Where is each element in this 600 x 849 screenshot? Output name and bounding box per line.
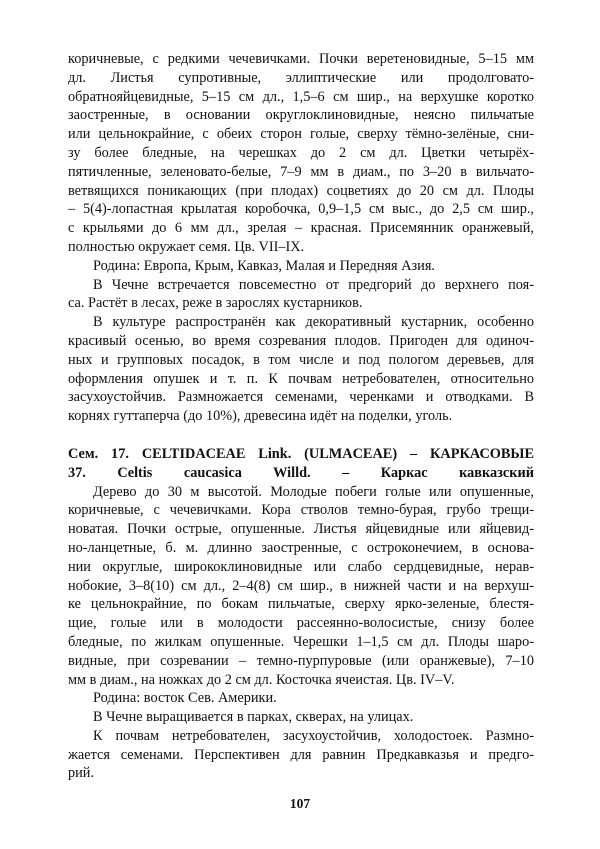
text-line: заостренные, в основании округлоклиновидные, неясно пильчатые [68,107,534,124]
text-line: бледные, по жилкам опушенные. Черешки 1–1,5 см дл. Плоды шаро- [68,633,534,650]
text-line: В Чечне выращивается в парках, скверах, на улицах. [93,709,414,726]
text-line: В культуре распространён как декоративный кустарник, особенно [93,314,534,331]
text-line: К почвам нетребователен, засухоустойчив, холодостоек. Размно- [93,727,534,744]
text-line: Дерево до 30 м высотой. Молодые побеги голые или опушенные, [93,483,534,500]
page-number: 107 [289,796,311,811]
text-line: засухоустойчив. Размножается семенами, черенками и отводками. В [68,389,534,406]
text-line: мм в диам., на ножках до 2 см дл. Косточка ячеистая. Цв. IV–V. [68,671,455,688]
text-line: ке цельнокрайние, по бокам пильчатые, сверху ярко-зеленые, блестя- [68,596,534,613]
text-line: полностью окружает семя. Цв. VII–IX. [68,238,305,255]
text-line: дл. Листья супротивные, эллиптические или продолговато- [68,69,534,86]
text-line: ветвящихся поникающих (при плодах) соцветиях до 20 см дл. Плоды [68,182,534,199]
text-line: коричневые, с чечевичками. Кора стволов темно-бурая, грубо трещи- [68,502,534,519]
family-heading: Сем. 17. CELTIDACEAE Link. (ULMACEAE) – КАРКАСОВЫЕ [68,445,534,462]
section-spacer [68,426,534,445]
text-line: красивый осенью, во время созревания плодов. Пригоден для одиноч- [68,332,534,349]
text-line: В Чечне встречается повсеместно от предгорий до верхнего поя- [93,276,534,293]
species-heading: 37. Celtis caucasica Willd. – Каркас кавказский [68,464,534,481]
text-line: обратнояйцевидные, 5–15 см дл., 1,5–6 см шир., на верхушке коротко [68,88,534,105]
text-line: коричневые, с редкими чечевичками. Почки веретеновидные, 5–15 мм [68,51,534,67]
text-line: рий. [68,765,95,782]
body-text [68,50,534,783]
text-line: – 5(4)-лопастная крылатая коробочка, 0,9–1,5 см выс., до 2,5 см шир., [68,201,534,218]
text-line: зу более бледные, на черешках до 2 см дл. Цветки четырёх- [68,144,534,161]
text-line: щие, голые или в молодости рассеянно-волосистые, снизу более [68,615,534,632]
text-line: нобокие, 3–8(10) см дл., 2–4(8) см шир., в нижней части и на верхуш- [68,577,534,594]
text-line: новатая. Почки острые, опушенные. Листья яйцевидные или яйцевид- [68,521,534,538]
text-line: ных и групповых посадок, в том числе и под пологом деревьев, для [68,351,534,368]
text-line: са. Растёт в лесах, реже в зарослях кустарников. [68,295,363,312]
text-line: или цельнокрайние, с обеих сторон голые, сверху тёмно-зелёные, сни- [68,126,534,143]
text-line: Родина: Европа, Крым, Кавказ, Малая и Передняя Азия. [93,257,435,274]
text-line: нии округлые, ширококлиновидные или слабо сердцевидные, нерав- [68,558,534,575]
text-line: Родина: восток Сев. Америки. [93,690,277,707]
text-line: видные, при созревании – темно-пурпуровые (или оранжевые), 7–10 [68,652,534,669]
text-line: но-ланцетные, б. м. длинно заостренные, с остроконечием, в основа- [68,539,534,556]
text-line: оформления опушек и т. п. К почвам нетребователен, относительно [68,370,534,387]
text-line: с крыльями до 6 мм дл., зрелая – красная. Присемянник оранжевый, [68,220,534,237]
text-line: пятичленные, зеленовато-белые, 7–9 мм в диам., по 3–20 в вильчато- [68,163,534,180]
text-line: жается семенами. Перспективен для равнин Предкавказья и предго- [68,746,534,763]
text-line: корнях гуттаперча (до 10%), древесина идёт на поделки, уголь. [68,408,453,425]
